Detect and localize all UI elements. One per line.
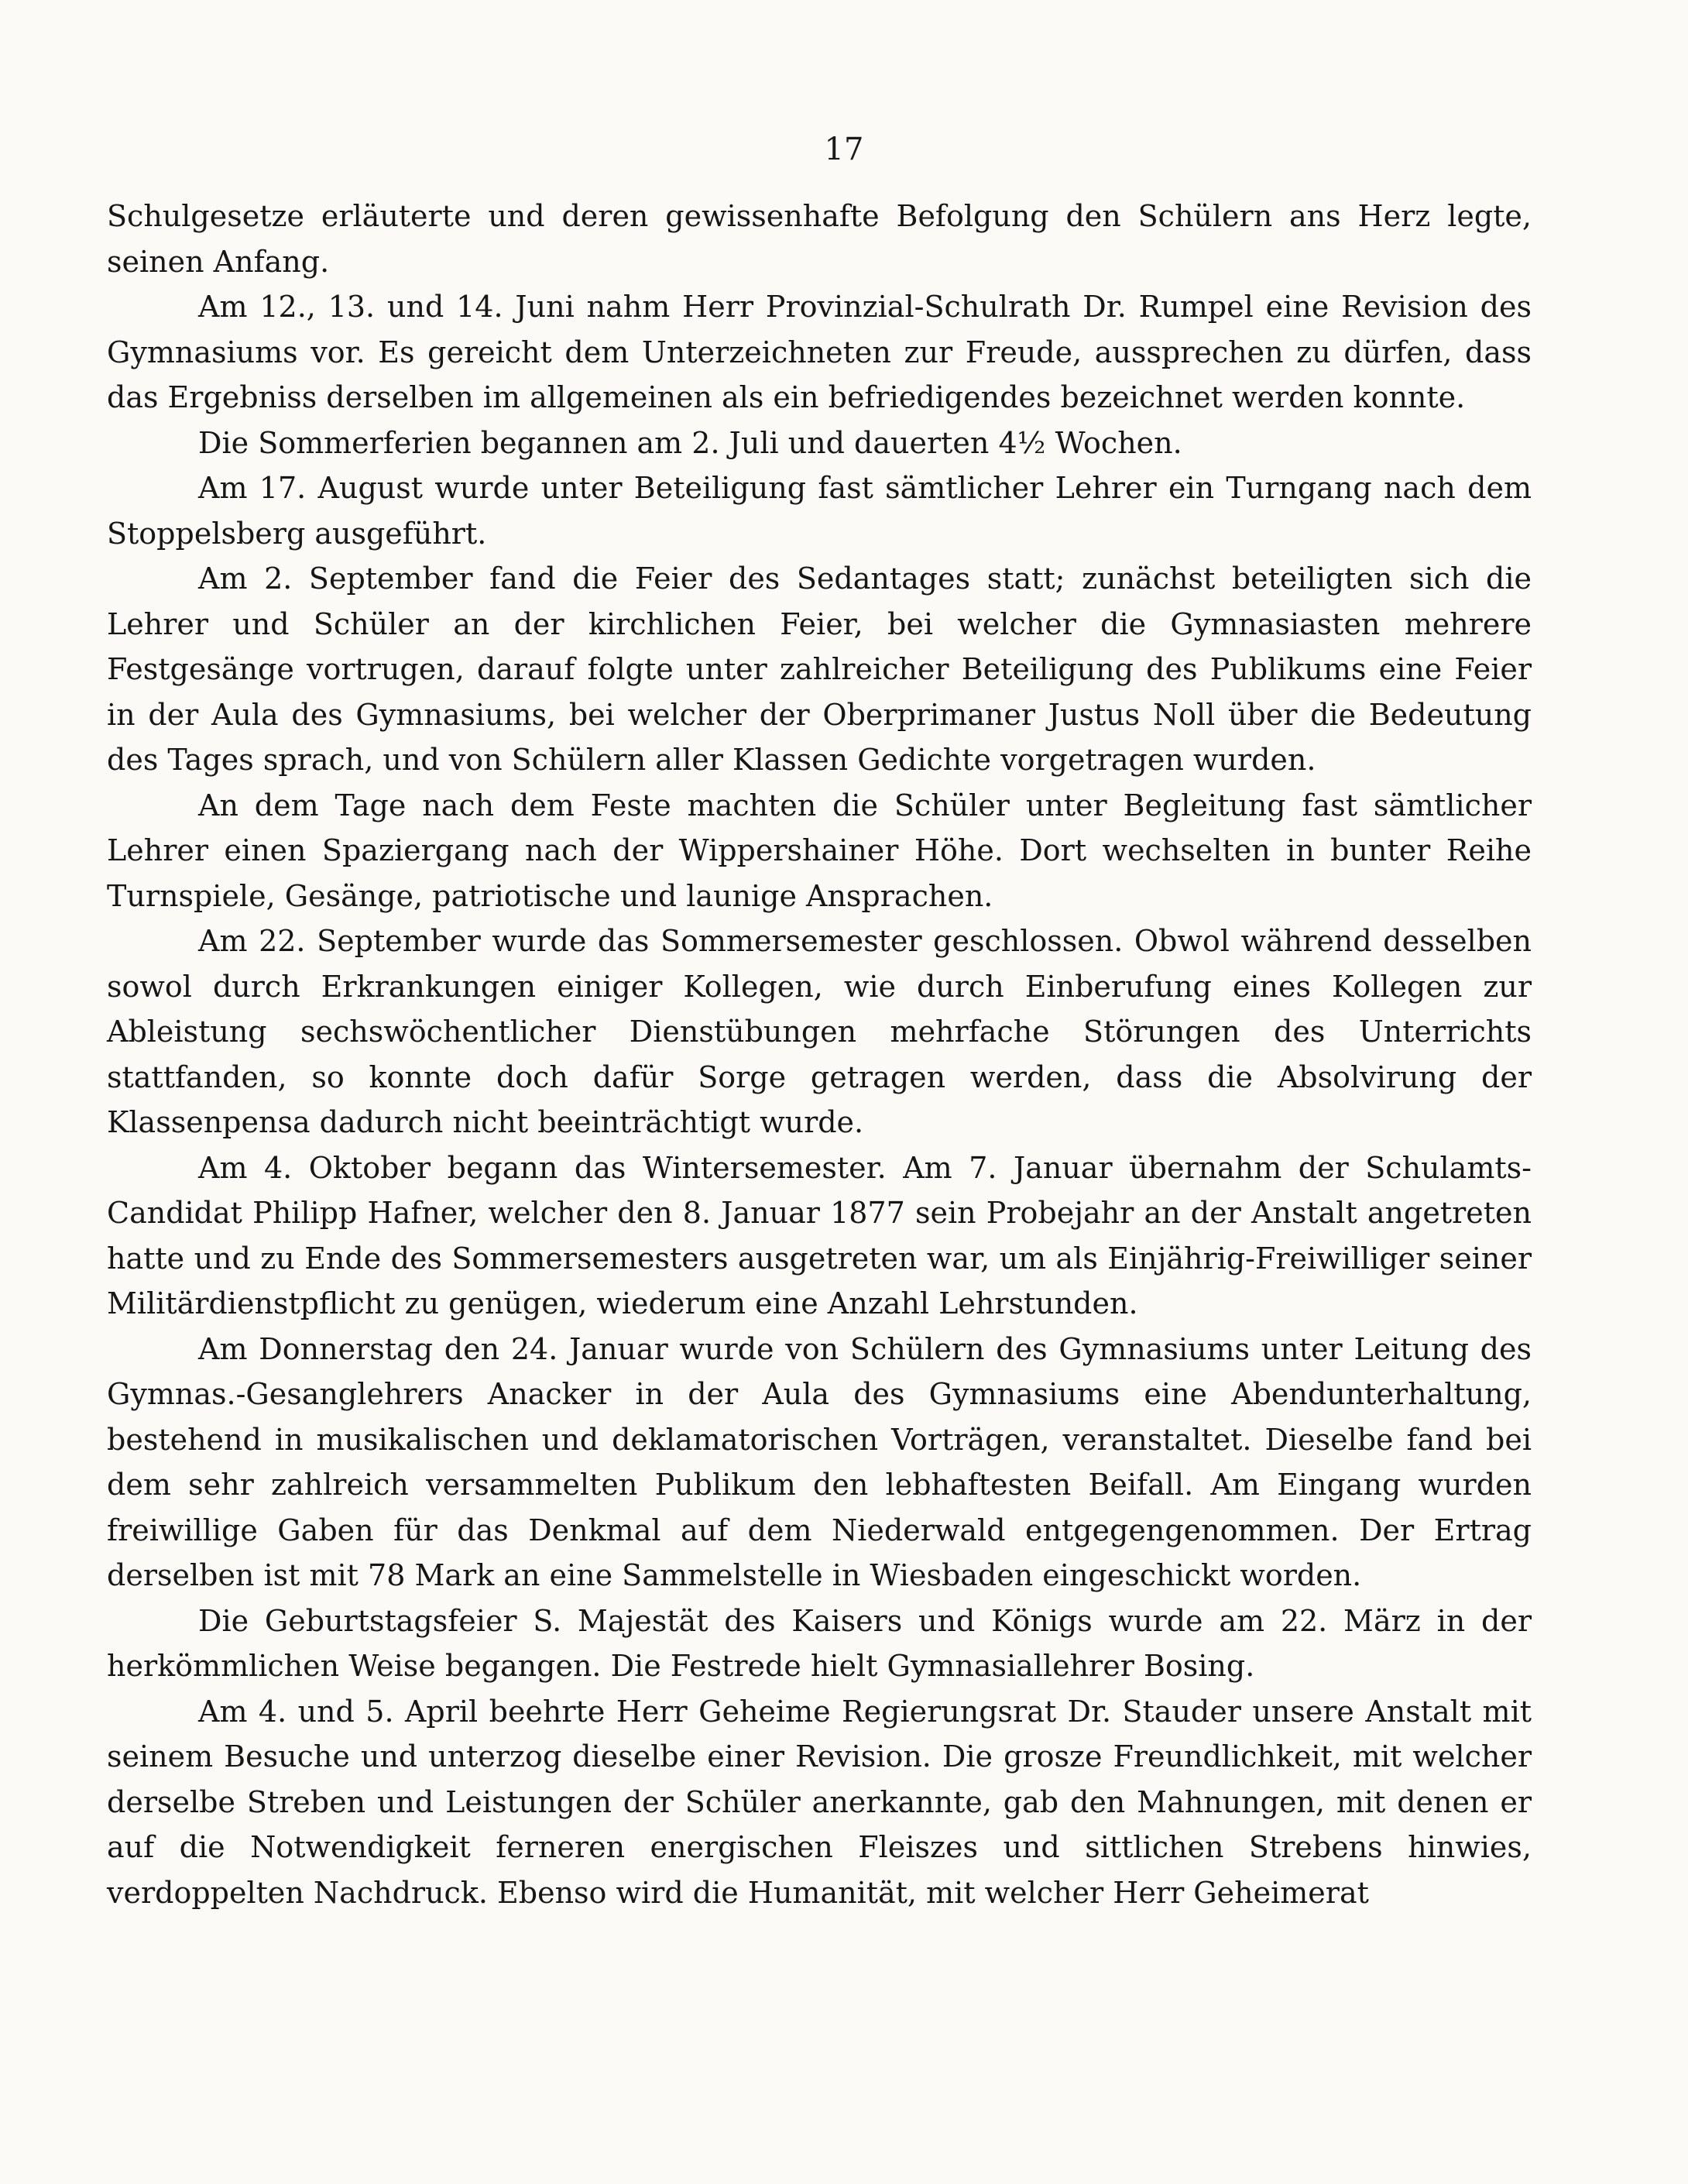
paragraph: An dem Tage nach dem Feste machten die Schüler unter Begleitung fast sämtlicher Lehrer einen Spaziergang nach der Wippershainer Höhe. Dort wechselten in bunter Reihe Turnspiele, Gesänge, patriotische und launige Ansprachen. (107, 788, 1532, 913)
paragraph: Am 12., 13. und 14. Juni nahm Herr Provinzial-Schulrath Dr. Rumpel eine Revision des Gymnasiums vor. Es gereicht dem Unterzeichneten zur Freude, aussprechen zu dürfen, dass das Ergebniss derselben im allgemeinen als ein befriedigendes bezeichnet werden konnte. (107, 290, 1532, 414)
body-text (107, 194, 1532, 1915)
paragraph: Am 17. August wurde unter Beteiligung fast sämtlicher Lehrer ein Turngang nach dem Stoppelsberg ausgeführt. (107, 471, 1532, 551)
paragraph: Am Donnerstag den 24. Januar wurde von Schülern des Gymnasiums unter Leitung des Gymnas.-Gesanglehrers Anacker in der Aula des Gymnasiums eine Abendunterhaltung, bestehend in musikalischen und deklamatorischen Vorträgen, veranstaltet. Dieselbe fand bei dem sehr zahlreich versammelten Publikum den lebhaftesten Beifall. Am Eingang wurden freiwillige Gaben für das Denkmal auf dem Niederwald entgegengenommen. Der Ertrag derselben ist mit 78 Mark an eine Sammelstelle in Wiesbaden eingeschickt worden. (107, 1331, 1532, 1592)
paragraph: Die Sommerferien begannen am 2. Juli und dauerten 4½ Wochen. (198, 425, 1182, 460)
paragraph: Am 2. September fand die Feier des Sedantages statt; zunächst beteiligten sich die Lehrer und Schüler an der kirchlichen Feier, bei welcher die Gymnasiasten mehrere Festgesänge vortrugen, darauf folgte unter zahlreicher Beteiligung des Publikums eine Feier in der Aula des Gymnasiums, bei welcher der Oberprimaner Justus Noll über die Bedeutung des Tages sprach, und von Schülern aller Klassen Gedichte vorgetragen wurden. (107, 561, 1532, 777)
page-number: 17 (824, 132, 864, 167)
paragraph: Die Geburtstagsfeier S. Majestät des Kaisers und Königs wurde am 22. März in der herkömmlichen Weise begangen. Die Festrede hielt Gymnasiallehrer Bosing. (107, 1603, 1532, 1683)
paragraph: Schulgesetze erläuterte und deren gewissenhafte Befolgung den Schülern ans Herz legte, seinen Anfang. (107, 199, 1532, 279)
paragraph: Am 4. und 5. April beehrte Herr Geheime Regierungsrat Dr. Stauder unsere Anstalt mit seinem Besuche und unterzog dieselbe einer Revision. Die grosze Freundlichkeit, mit welcher derselbe Streben und Leistungen der Schüler anerkannte, gab den Mahnungen, mit denen er auf die Notwendigkeit ferneren energischen Fleiszes und sittlichen Strebens hinwies, verdoppelten Nachdruck. Ebenso wird die Humanität, mit welcher Herr Geheimerat (107, 1694, 1532, 1910)
paragraph: Am 4. Oktober begann das Wintersemester. Am 7. Januar übernahm der Schulamts-Candidat Philipp Hafner, welcher den 8. Januar 1877 sein Probejahr an der Anstalt angetreten hatte und zu Ende des Sommersemesters ausgetreten war, um als Einjährig-Freiwilliger seiner Militärdienstpflicht zu genügen, wiederum eine Anzahl Lehrstunden. (107, 1150, 1532, 1320)
paragraph: Am 22. September wurde das Sommersemester geschlossen. Obwol während desselben sowol durch Erkrankungen einiger Kollegen, wie durch Einberufung eines Kollegen zur Ableistung sechswöchentlicher Dienstübungen mehrfache Störungen des Unterrichts stattfanden, so konnte doch dafür Sorge getragen werden, dass die Absolvirung der Klassenpensa dadurch nicht beeinträchtigt wurde. (107, 924, 1532, 1139)
